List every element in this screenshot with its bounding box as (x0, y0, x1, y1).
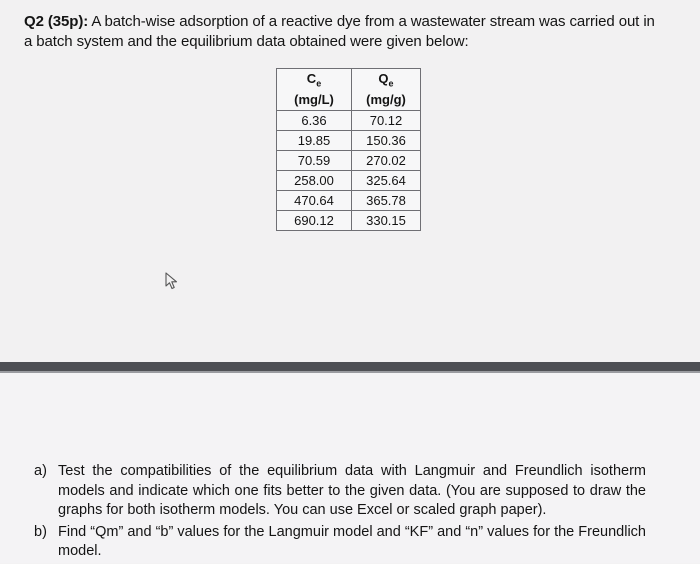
table-cell-qe: 325.64 (352, 170, 421, 190)
table-cell-ce: 19.85 (277, 130, 352, 150)
table-header-row (277, 69, 421, 111)
table-cell-qe: 270.02 (352, 150, 421, 170)
task-marker: a) (34, 463, 47, 479)
mouse-pointer-icon (164, 272, 180, 290)
task-text: Find “Qm” and “b” values for the Langmuir model and “KF” and “n” values for the Freundlich model. (58, 523, 646, 559)
task-item-a (34, 462, 646, 521)
task-list (34, 462, 646, 564)
task-text: Test the compatibilities of the equilibrium data with Langmuir and Freundlich isotherm models and indicate which one fits better to the given data. (You are supposed to draw the graphs for both isotherm models. You can use Excel or scaled graph paper). (58, 463, 646, 518)
table-row (277, 170, 421, 190)
equilibrium-data-table (276, 68, 421, 231)
table-cell-ce: 690.12 (277, 210, 352, 230)
table-row (277, 110, 421, 130)
table-cell-qe: 330.15 (352, 210, 421, 230)
table-cell-ce: 258.00 (277, 170, 352, 190)
table-cell-ce: 470.64 (277, 190, 352, 210)
column-header-qe: $Q_e$ (mg/g) (352, 69, 421, 111)
table-row (277, 130, 421, 150)
table-row (277, 150, 421, 170)
page-divider (0, 362, 700, 371)
column-header-ce: $C_e$ (mg/L) (277, 69, 352, 111)
table-cell-qe: 150.36 (352, 130, 421, 150)
question-number: Q2 (35p): (24, 13, 89, 30)
table-row (277, 210, 421, 230)
table-cell-ce: 70.59 (277, 150, 352, 170)
table-cell-qe: 365.78 (352, 190, 421, 210)
question-text: A batch-wise adsorption of a reactive dye from a wastewater stream was carried out in a batch system and the equilibrium data obtained were given below: (24, 13, 655, 50)
table-cell-ce: 6.36 (277, 110, 352, 130)
task-marker: b) (34, 523, 47, 540)
table-row (277, 190, 421, 210)
table-cell-qe: 70.12 (352, 110, 421, 130)
task-item-b (34, 523, 646, 562)
question-statement (24, 12, 664, 52)
